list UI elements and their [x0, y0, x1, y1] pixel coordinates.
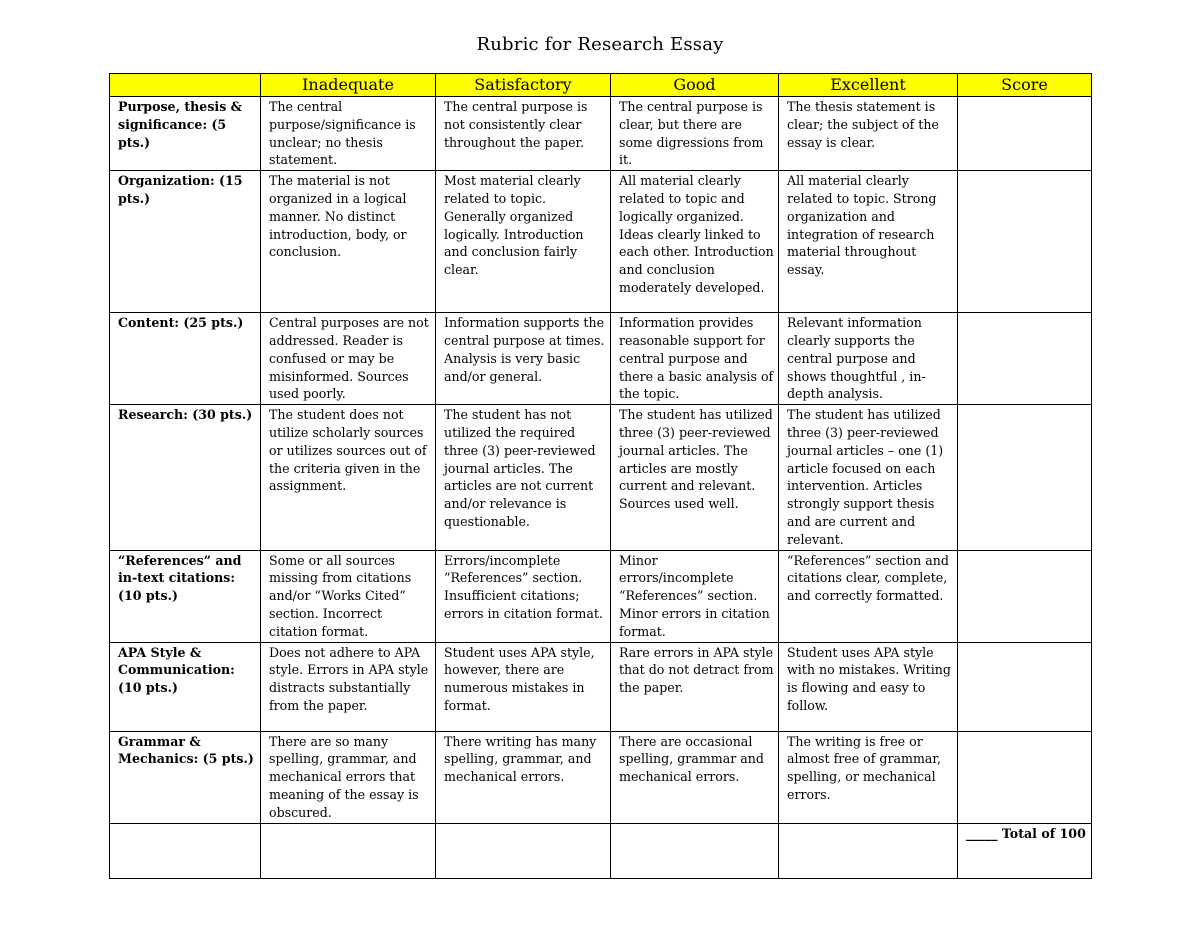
header-inadequate: Inadequate	[261, 74, 436, 97]
cell-score[interactable]	[958, 405, 1092, 550]
header-corner	[110, 74, 261, 97]
criterion-grammar: Grammar & Mechanics: (5 pts.)	[110, 731, 261, 823]
header-excellent: Excellent	[779, 74, 958, 97]
cell-score[interactable]	[958, 97, 1092, 171]
cell-satisfactory: Most material clearly related to topic. Generally organized logically. Introduction and conclusion fairly clear.	[436, 171, 611, 313]
cell-excellent: Relevant information clearly supports the central purpose and shows thoughtful , in-depth analysis.	[779, 313, 958, 405]
cell-excellent: All material clearly related to topic. Strong organization and integration of research material throughout essay.	[779, 171, 958, 313]
total-score[interactable]: _____ Total of 100	[958, 823, 1092, 878]
cell-satisfactory: The central purpose is not consistently clear throughout the paper.	[436, 97, 611, 171]
header-satisfactory: Satisfactory	[436, 74, 611, 97]
cell-inadequate: The material is not organized in a logical manner. No distinct introduction, body, or conclusion.	[261, 171, 436, 313]
cell-good: Rare errors in APA style that do not detract from the paper.	[611, 642, 779, 731]
cell-inadequate: There are so many spelling, grammar, and mechanical errors that meaning of the essay is obscured.	[261, 731, 436, 823]
criterion-organization: Organization: (15 pts.)	[110, 171, 261, 313]
rubric-table	[109, 73, 1092, 879]
cell-satisfactory: There writing has many spelling, grammar, and mechanical errors.	[436, 731, 611, 823]
cell-satisfactory: The student has not utilized the required three (3) peer-reviewed journal articles. The articles are not current and/or relevance is questionable.	[436, 405, 611, 550]
cell-good: There are occasional spelling, grammar and mechanical errors.	[611, 731, 779, 823]
cell-excellent: The writing is free or almost free of grammar, spelling, or mechanical errors.	[779, 731, 958, 823]
cell-score[interactable]	[958, 550, 1092, 642]
table-row	[110, 405, 1092, 550]
cell-score[interactable]	[958, 171, 1092, 313]
cell-good: Information provides reasonable support for central purpose and there a basic analysis of the topic.	[611, 313, 779, 405]
criterion-purpose: Purpose, thesis & significance: (5 pts.)	[110, 97, 261, 171]
empty-cell	[261, 823, 436, 878]
table-row	[110, 97, 1092, 171]
table-row	[110, 313, 1092, 405]
table-row	[110, 171, 1092, 313]
cell-good: All material clearly related to topic and logically organized. Ideas clearly linked to each other. Introduction and conclusion moderately developed.	[611, 171, 779, 313]
cell-good: The central purpose is clear, but there are some digressions from it.	[611, 97, 779, 171]
criterion-references: “References” and in-text citations: (10 pts.)	[110, 550, 261, 642]
criterion-content: Content: (25 pts.)	[110, 313, 261, 405]
cell-score[interactable]	[958, 313, 1092, 405]
cell-satisfactory: Errors/incomplete “References” section. Insufficient citations; errors in citation format.	[436, 550, 611, 642]
cell-inadequate: The student does not utilize scholarly sources or utilizes sources out of the criteria given in the assignment.	[261, 405, 436, 550]
criterion-apa-style: APA Style & Communication: (10 pts.)	[110, 642, 261, 731]
header-score: Score	[958, 74, 1092, 97]
header-good: Good	[611, 74, 779, 97]
page-title: Rubric for Research Essay	[476, 34, 724, 55]
empty-cell	[436, 823, 611, 878]
table-row	[110, 642, 1092, 731]
cell-excellent: The thesis statement is clear; the subject of the essay is clear.	[779, 97, 958, 171]
total-row	[110, 823, 1092, 878]
table-row	[110, 550, 1092, 642]
cell-inadequate: Some or all sources missing from citations and/or “Works Cited” section. Incorrect citation format.	[261, 550, 436, 642]
empty-cell	[779, 823, 958, 878]
cell-inadequate: Central purposes are not addressed. Reader is confused or may be misinformed. Sources used poorly.	[261, 313, 436, 405]
cell-inadequate: The central purpose/significance is unclear; no thesis statement.	[261, 97, 436, 171]
criterion-research: Research: (30 pts.)	[110, 405, 261, 550]
cell-excellent: “References” section and citations clear, complete, and correctly formatted.	[779, 550, 958, 642]
cell-satisfactory: Student uses APA style, however, there are numerous mistakes in format.	[436, 642, 611, 731]
cell-excellent: The student has utilized three (3) peer-reviewed journal articles – one (1) article focused on each intervention. Articles strongly support thesis and are current and relevant.	[779, 405, 958, 550]
cell-score[interactable]	[958, 642, 1092, 731]
header-row	[110, 74, 1092, 97]
cell-inadequate: Does not adhere to APA style. Errors in APA style distracts substantially from the paper.	[261, 642, 436, 731]
cell-satisfactory: Information supports the central purpose at times. Analysis is very basic and/or general.	[436, 313, 611, 405]
empty-cell	[611, 823, 779, 878]
empty-cell	[110, 823, 261, 878]
cell-score[interactable]	[958, 731, 1092, 823]
cell-good: Minor errors/incomplete “References” section. Minor errors in citation format.	[611, 550, 779, 642]
table-row	[110, 731, 1092, 823]
cell-good: The student has utilized three (3) peer-reviewed journal articles. The articles are mostly current and relevant. Sources used well.	[611, 405, 779, 550]
cell-excellent: Student uses APA style with no mistakes. Writing is flowing and easy to follow.	[779, 642, 958, 731]
